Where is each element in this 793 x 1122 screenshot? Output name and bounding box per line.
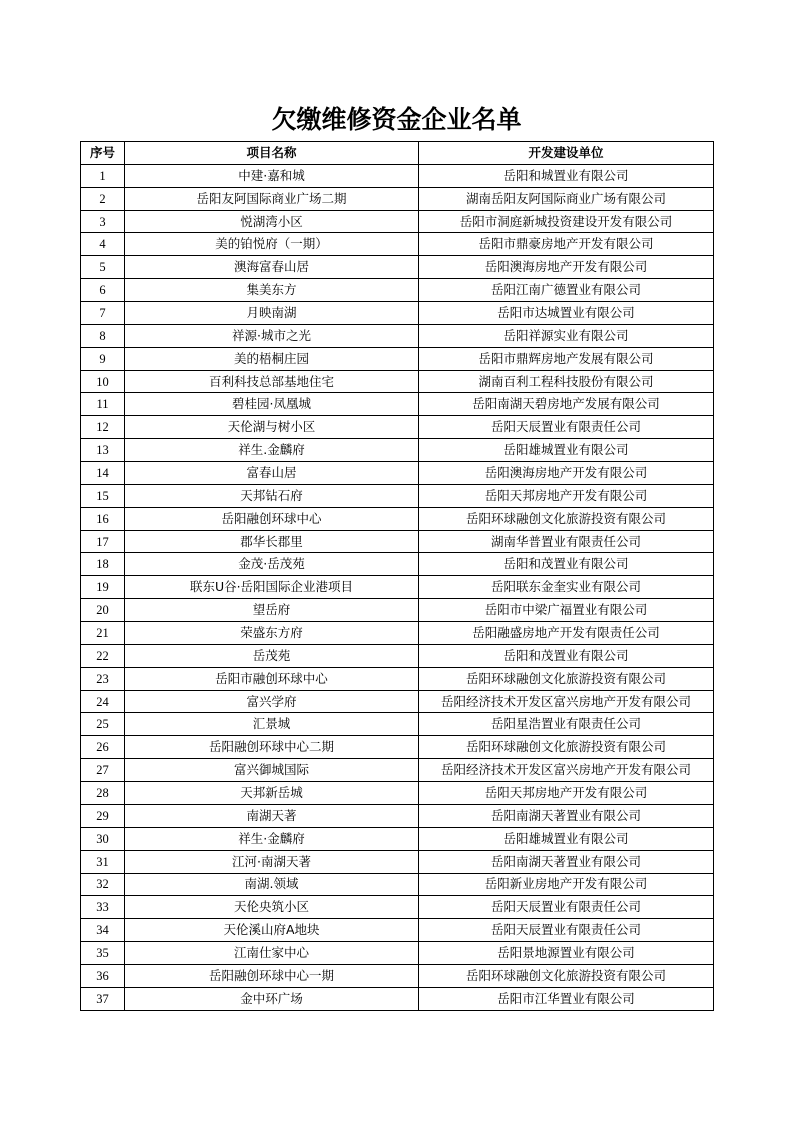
project-name-cell: 天伦央筑小区	[125, 896, 419, 919]
project-name-cell: 悦湖湾小区	[125, 210, 419, 233]
table-row	[81, 782, 714, 805]
developer-name-cell: 岳阳环球融创文化旅游投资有限公司	[419, 964, 714, 987]
row-number-cell: 9	[81, 347, 125, 370]
table-row	[81, 187, 714, 210]
table-row	[81, 370, 714, 393]
table-row	[81, 439, 714, 462]
developer-name-cell: 岳阳和茂置业有限公司	[419, 553, 714, 576]
row-number-cell: 14	[81, 462, 125, 485]
project-name-cell: 富兴学府	[125, 690, 419, 713]
row-number-cell: 3	[81, 210, 125, 233]
table-row	[81, 599, 714, 622]
row-number-cell: 13	[81, 439, 125, 462]
table-row	[81, 919, 714, 942]
project-name-cell: 岳阳友阿国际商业广场二期	[125, 187, 419, 210]
project-name-cell: 南湖.领域	[125, 873, 419, 896]
developer-name-cell: 岳阳南湖天著置业有限公司	[419, 804, 714, 827]
table-row	[81, 576, 714, 599]
project-name-cell: 岳阳市融创环球中心	[125, 667, 419, 690]
row-number-cell: 35	[81, 942, 125, 965]
project-name-cell: 岳茂苑	[125, 644, 419, 667]
developer-name-cell: 岳阳环球融创文化旅游投资有限公司	[419, 736, 714, 759]
row-number-cell: 28	[81, 782, 125, 805]
developer-name-cell: 岳阳市中梁广福置业有限公司	[419, 599, 714, 622]
row-number-cell: 8	[81, 324, 125, 347]
project-name-cell: 富兴御城国际	[125, 759, 419, 782]
project-name-cell: 天伦湖与树小区	[125, 416, 419, 439]
project-name-cell: 天伦溪山府A地块	[125, 919, 419, 942]
row-number-cell: 32	[81, 873, 125, 896]
row-number-cell: 29	[81, 804, 125, 827]
project-name-cell: 岳阳融创环球中心	[125, 507, 419, 530]
table-row	[81, 416, 714, 439]
project-name-cell: 金中环广场	[125, 987, 419, 1010]
row-number-cell: 21	[81, 622, 125, 645]
project-name-cell: 江河·南湖天著	[125, 850, 419, 873]
row-number-cell: 30	[81, 827, 125, 850]
developer-name-cell: 岳阳和茂置业有限公司	[419, 644, 714, 667]
row-number-cell: 31	[81, 850, 125, 873]
row-number-cell: 36	[81, 964, 125, 987]
row-number-cell: 11	[81, 393, 125, 416]
row-number-cell: 10	[81, 370, 125, 393]
developer-name-cell: 岳阳天邦房地产开发有限公司	[419, 782, 714, 805]
header-project-name: 项目名称	[125, 142, 419, 165]
row-number-cell: 34	[81, 919, 125, 942]
project-name-cell: 祥生.金麟府	[125, 439, 419, 462]
developer-name-cell: 岳阳经济技术开发区富兴房地产开发有限公司	[419, 690, 714, 713]
developer-name-cell: 岳阳雄城置业有限公司	[419, 827, 714, 850]
table-row	[81, 484, 714, 507]
project-name-cell: 美的铂悦府（一期）	[125, 233, 419, 256]
table-row	[81, 256, 714, 279]
project-name-cell: 百利科技总部基地住宅	[125, 370, 419, 393]
developer-name-cell: 岳阳市鼎辉房地产发展有限公司	[419, 347, 714, 370]
row-number-cell: 27	[81, 759, 125, 782]
table-row	[81, 347, 714, 370]
project-name-cell: 汇景城	[125, 713, 419, 736]
table-row	[81, 622, 714, 645]
project-name-cell: 岳阳融创环球中心一期	[125, 964, 419, 987]
project-name-cell: 天邦新岳城	[125, 782, 419, 805]
developer-name-cell: 岳阳景地源置业有限公司	[419, 942, 714, 965]
table-row	[81, 736, 714, 759]
project-name-cell: 江南仕家中心	[125, 942, 419, 965]
developer-name-cell: 岳阳南湖天著置业有限公司	[419, 850, 714, 873]
table-row	[81, 690, 714, 713]
developer-name-cell: 岳阳环球融创文化旅游投资有限公司	[419, 507, 714, 530]
developer-name-cell: 岳阳市鼎豪房地产开发有限公司	[419, 233, 714, 256]
row-number-cell: 17	[81, 530, 125, 553]
table-row	[81, 324, 714, 347]
row-number-cell: 15	[81, 484, 125, 507]
developer-name-cell: 岳阳天辰置业有限责任公司	[419, 919, 714, 942]
developer-name-cell: 岳阳澳海房地产开发有限公司	[419, 462, 714, 485]
table-row	[81, 507, 714, 530]
row-number-cell: 20	[81, 599, 125, 622]
table-row	[81, 462, 714, 485]
developer-name-cell: 岳阳联东金奎实业有限公司	[419, 576, 714, 599]
row-number-cell: 24	[81, 690, 125, 713]
row-number-cell: 22	[81, 644, 125, 667]
table-row	[81, 393, 714, 416]
project-name-cell: 金茂·岳茂苑	[125, 553, 419, 576]
table-row	[81, 804, 714, 827]
project-name-cell: 祥生·金麟府	[125, 827, 419, 850]
table-row	[81, 644, 714, 667]
row-number-cell: 23	[81, 667, 125, 690]
header-developer-name: 开发建设单位	[419, 142, 714, 165]
project-name-cell: 美的梧桐庄园	[125, 347, 419, 370]
developer-name-cell: 岳阳澳海房地产开发有限公司	[419, 256, 714, 279]
developer-name-cell: 岳阳新业房地产开发有限公司	[419, 873, 714, 896]
developer-name-cell: 岳阳和城置业有限公司	[419, 164, 714, 187]
project-name-cell: 天邦钻石府	[125, 484, 419, 507]
project-name-cell: 南湖天著	[125, 804, 419, 827]
table-row	[81, 713, 714, 736]
developer-name-cell: 湖南岳阳友阿国际商业广场有限公司	[419, 187, 714, 210]
project-name-cell: 碧桂园·凤凰城	[125, 393, 419, 416]
developer-name-cell: 岳阳天辰置业有限责任公司	[419, 416, 714, 439]
enterprise-list-table	[80, 141, 714, 1011]
table-row	[81, 964, 714, 987]
developer-name-cell: 岳阳经济技术开发区富兴房地产开发有限公司	[419, 759, 714, 782]
row-number-cell: 6	[81, 279, 125, 302]
developer-name-cell: 岳阳祥源实业有限公司	[419, 324, 714, 347]
developer-name-cell: 岳阳江南广德置业有限公司	[419, 279, 714, 302]
developer-name-cell: 岳阳环球融创文化旅游投资有限公司	[419, 667, 714, 690]
table-row	[81, 987, 714, 1010]
developer-name-cell: 岳阳天邦房地产开发有限公司	[419, 484, 714, 507]
project-name-cell: 中建·嘉和城	[125, 164, 419, 187]
row-number-cell: 5	[81, 256, 125, 279]
project-name-cell: 望岳府	[125, 599, 419, 622]
project-name-cell: 富春山居	[125, 462, 419, 485]
page-title: 欠缴维修资金企业名单	[271, 105, 522, 134]
table-row	[81, 164, 714, 187]
table-row	[81, 530, 714, 553]
developer-name-cell: 岳阳市洞庭新城投资建设开发有限公司	[419, 210, 714, 233]
table-header	[81, 142, 714, 165]
developer-name-cell: 湖南华普置业有限责任公司	[419, 530, 714, 553]
project-name-cell: 集美东方	[125, 279, 419, 302]
project-name-cell: 祥源·城市之光	[125, 324, 419, 347]
row-number-cell: 25	[81, 713, 125, 736]
row-number-cell: 26	[81, 736, 125, 759]
project-name-cell: 荣盛东方府	[125, 622, 419, 645]
table-row	[81, 827, 714, 850]
table-row	[81, 759, 714, 782]
developer-name-cell: 岳阳星浩置业有限责任公司	[419, 713, 714, 736]
row-number-cell: 16	[81, 507, 125, 530]
developer-name-cell: 岳阳南湖天碧房地产发展有限公司	[419, 393, 714, 416]
row-number-cell: 1	[81, 164, 125, 187]
header-row-number: 序号	[81, 142, 125, 165]
developer-name-cell: 岳阳雄城置业有限公司	[419, 439, 714, 462]
table-header-row	[81, 142, 714, 165]
row-number-cell: 33	[81, 896, 125, 919]
row-number-cell: 2	[81, 187, 125, 210]
row-number-cell: 7	[81, 302, 125, 325]
table-body	[81, 164, 714, 1010]
project-name-cell: 岳阳融创环球中心二期	[125, 736, 419, 759]
row-number-cell: 37	[81, 987, 125, 1010]
developer-name-cell: 岳阳融盛房地产开发有限责任公司	[419, 622, 714, 645]
developer-name-cell: 岳阳市江华置业有限公司	[419, 987, 714, 1010]
project-name-cell: 月映南湖	[125, 302, 419, 325]
project-name-cell: 郡华长郡里	[125, 530, 419, 553]
row-number-cell: 18	[81, 553, 125, 576]
project-name-cell: 联东U谷·岳阳国际企业港项目	[125, 576, 419, 599]
table-row	[81, 553, 714, 576]
table-row	[81, 279, 714, 302]
row-number-cell: 12	[81, 416, 125, 439]
table-row	[81, 667, 714, 690]
developer-name-cell: 湖南百利工程科技股份有限公司	[419, 370, 714, 393]
table-row	[81, 896, 714, 919]
row-number-cell: 19	[81, 576, 125, 599]
row-number-cell: 4	[81, 233, 125, 256]
developer-name-cell: 岳阳市达城置业有限公司	[419, 302, 714, 325]
table-row	[81, 873, 714, 896]
table-row	[81, 210, 714, 233]
project-name-cell: 澳海富春山居	[125, 256, 419, 279]
table-row	[81, 942, 714, 965]
table-row	[81, 302, 714, 325]
developer-name-cell: 岳阳天辰置业有限责任公司	[419, 896, 714, 919]
table-row	[81, 233, 714, 256]
table-row	[81, 850, 714, 873]
